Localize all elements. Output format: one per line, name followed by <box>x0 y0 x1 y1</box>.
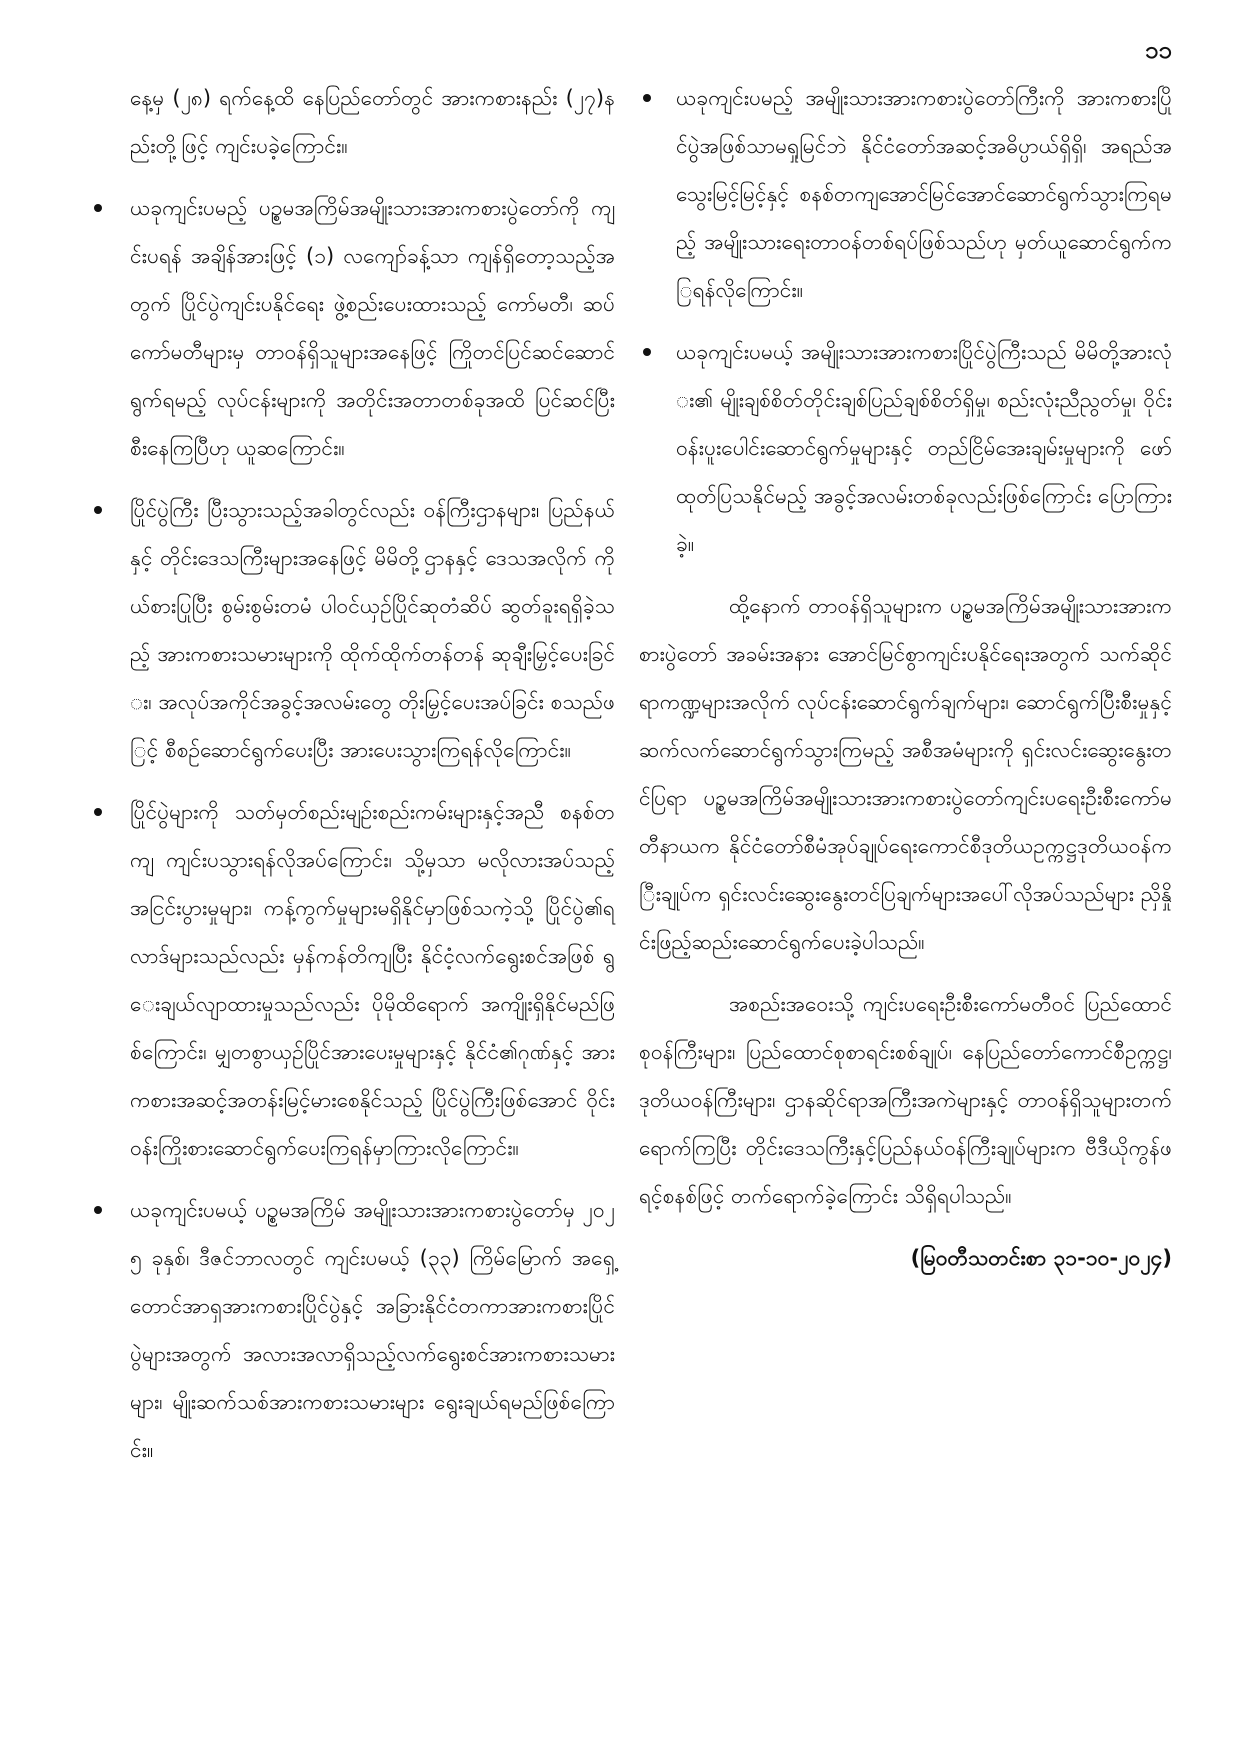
body-paragraph: အစည်းအဝေးသို့ ကျင်းပရေးဦးစီးကော်မတီဝင် ပြည်ထောင်စုဝန်ကြီးများ၊ ပြည်ထောင်စုစာရင်းစစ်ချုပ်၊ နေပြည်တော်ကောင်စီဥက္ကဋ္ဌ၊ ဒုတိယဝန်ကြီးများ၊ ဌာနဆိုင်ရာအကြီးအကဲများနှင့် တာဝန်ရှိသူများတက်ရောက်ကြပြီး တိုင်းဒေသကြီးနှင့်ပြည်နယ်ဝန်ကြီးချုပ်များက ဗီဒီယိုကွန်ဖရင့်စနစ်ဖြင့် တက်ရောက်ခဲ့ကြောင်း သိရှိရပါသည်။ <box>639 992 1172 1208</box>
bullet-text: ယခုကျင်းပမယ့် အမျိုးသားအားကစားပြိုင်ပွဲကြီးသည် မိမိတို့အားလုံး၏ မျိုးချစ်စိတ်တိုင်းချစ်ပြည်ချစ်စိတ်ရှိမှု၊ စည်းလုံးညီညွတ်မှု၊ ဝိုင်းဝန်းပူးပေါင်းဆောင်ရွက်မှုများနှင့် တည်ငြိမ်အေးချမ်းမှုများကို ဖော်ထုတ်ပြသနိုင်မည့် အခွင့်အလမ်းတစ်ခုလည်းဖြစ်ကြောင်း ပြောကြားခဲ့။ <box>676 340 1172 556</box>
continuation-paragraph: နေ့မှ (၂၈) ရက်နေ့ထိ နေပြည်တော်တွင် အားကစားနည်း (၂၇)နည်းတို့ဖြင့် ကျင်းပခဲ့ကြောင်း။ <box>130 86 615 158</box>
bullet-text: ယခုကျင်းပမယ့် ပဉ္စမအကြိမ် အမျိုးသားအားကစားပွဲတော်မှ ၂၀၂၅ ခုနှစ်၊ ဒီဇင်ဘာလတွင် ကျင်းပမယ့် (၃၃) ကြိမ်မြောက် အရှေ့တောင်အာရှအားကစားပြိုင်ပွဲနှင့် အခြားနိုင်ငံတကာအားကစားပြိုင်ပွဲများအတွက် အလားအလာရှိသည့်လက်ရွေးစင်အားကစားသမားများ၊ မျိုးဆက်သစ်အားကစားသမားများ ရွေးချယ်ရမည်ဖြစ်ကြောင်း။ <box>130 1198 615 1462</box>
bullet-item <box>90 184 615 472</box>
body-paragraph: ထို့နောက် တာဝန်ရှိသူများက ပဉ္စမအကြိမ်အမျိုးသားအားကစားပွဲတော် အခမ်းအနား အောင်မြင်စွာကျင်းပနိုင်ရေးအတွက် သက်ဆိုင်ရာကဏ္ဍများအလိုက် လုပ်ငန်းဆောင်ရွက်ချက်များ၊ ဆောင်ရွက်ပြီးစီးမှုနှင့် ဆက်လက်ဆောင်ရွက်သွားကြမည့် အစီအမံများကို ရှင်းလင်းဆွေးနွေးတင်ပြရာ ပဉ္စမအကြိမ်အမျိုးသားအားကစားပွဲတော်ကျင်းပရေးဦးစီးကော်မတီနာယက နိုင်ငံတော်စီမံအုပ်ချုပ်ရေးကောင်စီဒုတိယဥက္ကဋ္ဌဒုတိယဝန်ကြီးချုပ်က ရှင်းလင်းဆွေးနွေးတင်ပြချက်များအပေါ်လိုအပ်သည်များ ညှိနှိုင်းဖြည့်ဆည်းဆောင်ရွက်ပေးခဲ့ပါသည်။ <box>639 594 1172 954</box>
bullet-item <box>90 486 615 774</box>
left-column <box>90 74 615 1488</box>
page-number: ၁၁ <box>1145 36 1172 64</box>
bullet-icon <box>643 94 651 102</box>
bullet-text: ပြိုင်ပွဲများကို သတ်မှတ်စည်းမျဉ်းစည်းကမ်းများနှင့်အညီ စနစ်တကျ ကျင်းပသွားရန်လိုအပ်ကြောင်း၊ သို့မှသာ မလိုလားအပ်သည့် အငြင်းပွားမှုများ၊ ကန့်ကွက်မှုများမရှိနိုင်မှာဖြစ်သကဲ့သို့ ပြိုင်ပွဲ၏ရလာဒ်များသည်လည်း မှန်ကန်တိကျပြီး နိုင်ငံ့လက်ရွေးစင်အဖြစ် ရွေးချယ်လျာထားမှုသည်လည်း ပိုမိုထိရောက် အကျိုးရှိနိုင်မည်ဖြစ်ကြောင်း၊ မျှတစွာယှဉ်ပြိုင်အားပေးမှုများနှင့် နိုင်ငံ၏ဂုဏ်နှင့် အားကစားအဆင့်အတန်းမြင့်မားစေနိုင်သည့် ပြိုင်ပွဲကြီးဖြစ်အောင် ဝိုင်းဝန်းကြိုးစားဆောင်ရွက်ပေးကြရန်မှာကြားလိုကြောင်း။ <box>130 800 615 1160</box>
bullet-item <box>639 74 1172 314</box>
bullet-icon <box>94 506 102 514</box>
bullet-icon <box>94 808 102 816</box>
source-citation: (မြဝတီသတင်းစာ ၃၁-၁၀-၂၀၂၄) <box>910 1246 1172 1270</box>
bullet-text: ပြိုင်ပွဲကြီး ပြီးသွားသည့်အခါတွင်လည်း ဝန်ကြီးဌာနများ၊ ပြည်နယ်နှင့် တိုင်းဒေသကြီးများအနေဖြင့် မိမိတို့ဌာနနှင့် ဒေသအလိုက် ကိုယ်စားပြုပြီး စွမ်းစွမ်းတမံ ပါဝင်ယှဉ်ပြိုင်ဆုတံဆိပ် ဆွတ်ခူးရရှိခဲ့သည့် အားကစားသမားများကို ထိုက်ထိုက်တန်တန် ဆုချီးမြှင့်ပေးခြင်း၊ အလုပ်အကိုင်အခွင့်အလမ်းတွေ တိုးမြှင့်ပေးအပ်ခြင်း စသည်ဖြင့် စီစဉ်ဆောင်ရွက်ပေးပြီး အားပေးသွားကြရန်လိုကြောင်း။ <box>130 498 615 762</box>
bullet-item <box>90 788 615 1172</box>
bullet-icon <box>643 348 651 356</box>
right-column <box>639 74 1172 1282</box>
bullet-text: ယခုကျင်းပမည့် အမျိုးသားအားကစားပွဲတော်ကြီးကို အားကစားပြိုင်ပွဲအဖြစ်သာမရှုမြင်ဘဲ နိုင်ငံတော်အဆင့်အဓိပ္ပာယ်ရှိရှိ၊ အရည်အသွေးမြင့်မြင့်နှင့် စနစ်တကျအောင်မြင်အောင်ဆောင်ရွက်သွားကြရမည့် အမျိုးသားရေးတာဝန်တစ်ရပ်ဖြစ်သည်ဟု မှတ်ယူဆောင်ရွက်ကြရန်လိုကြောင်း။ <box>676 86 1172 302</box>
bullet-item <box>90 1186 615 1474</box>
bullet-icon <box>94 1206 102 1214</box>
bullet-icon <box>94 204 102 212</box>
bullet-item <box>639 328 1172 568</box>
bullet-text: ယခုကျင်းပမည့် ပဉ္စမအကြိမ်အမျိုးသားအားကစားပွဲတော်ကို ကျင်းပရန် အချိန်အားဖြင့် (၁) လကျော်ခန့်သာ ကျန်ရှိတော့သည့်အတွက် ပြိုင်ပွဲကျင်းပနိုင်ရေး ဖွဲ့စည်းပေးထားသည့် ကော်မတီ၊ ဆပ်ကော်မတီများမှ တာဝန်ရှိသူများအနေဖြင့် ကြိုတင်ပြင်ဆင်ဆောင်ရွက်ရမည့် လုပ်ငန်းများကို အတိုင်းအတာတစ်ခုအထိ ပြင်ဆင်ပြီးစီးနေကြပြီဟု ယူဆကြောင်း။ <box>130 196 615 460</box>
